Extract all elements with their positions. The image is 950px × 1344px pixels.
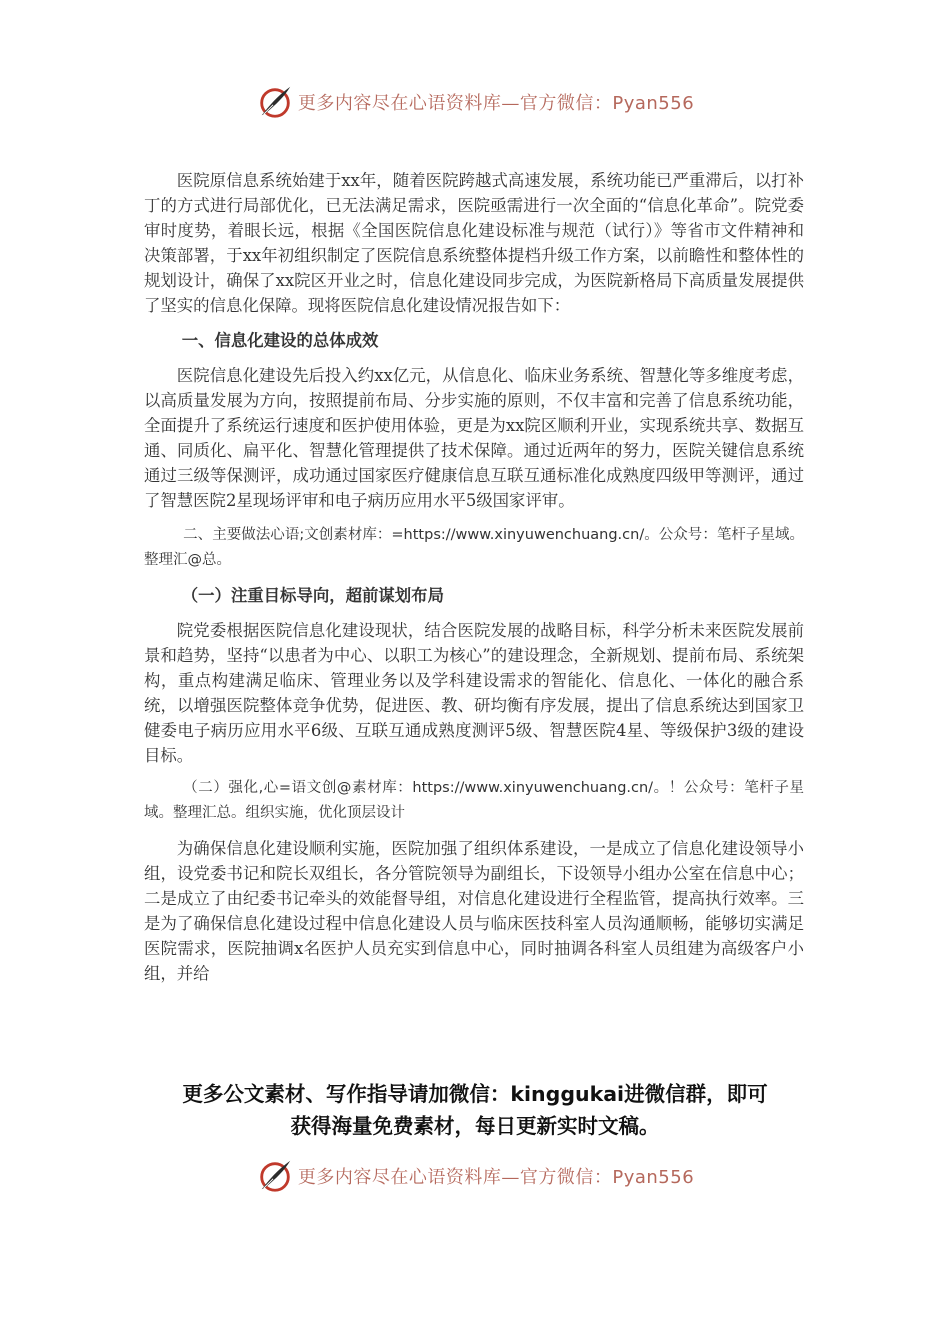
quill-logo-icon [256, 83, 294, 121]
section-1-paragraph: 医院信息化建设先后投入约xx亿元，从信息化、临床业务系统、智慧化等多维度考虑，以高质量发展为方向，按照提前布局、分步实施的原则，不仅丰富和完善了信息系统功能，全面提升了系统运行速度和医护使用体验，更是为xx院区顺利开业，实现系统共享、数据互通、同质化、扁平化、智慧化管理提供了技术保障。通过近两年的努力，医院关键信息系统通过三级等保测评，成功通过国家医疗健康信息互联互通标准化成熟度四级甲等测评，通过了智慧医院2星现场评审和电子病历应用水平5级国家评审。 [144, 366, 804, 510]
promo-block [0, 1078, 950, 1142]
promo-line-1: 更多公文素材、写作指导请加微信：kinggukai进微信群，即可 [182, 1082, 768, 1106]
intro-paragraph: 医院原信息系统始建于xx年，随着医院跨越式高速发展，系统功能已严重滞后，以打补丁的方式进行局部优化，已无法满足需求，医院亟需进行一次全面的“信息化革命”。院党委审时度势，着眼长远，根据《全国医院信息化建设标准与规范（试行）》等省市文件精神和决策部署，于xx年初组织制定了医院信息系统整体提档升级工作方案，以前瞻性和整体性的规划设计，确保了xx院区开业之时，信息化建设同步完成，为医院新格局下高质量发展提供了坚实的信息化保障。现将医院信息化建设情况报告如下： [144, 171, 804, 315]
quill-logo-icon [256, 1157, 294, 1195]
banner-wechat-id: Pyan556 [612, 1167, 695, 1188]
section-heading-1: 一、信息化建设的总体成效 [181, 331, 379, 350]
subsection-heading-2: （二）强化,心=语文创@素材库：https://www.xinyuwenchuang.cn/。！公众号：笔杆子星域。整理汇总。组织实施，优化顶层设计 [144, 780, 804, 821]
promo-line-2: 获得海量免费素材，每日更新实时文稿。 [290, 1114, 660, 1138]
header-banner [0, 78, 950, 126]
document-body [144, 168, 804, 986]
banner-text: 更多内容尽在心语资料库—官方微信：Pyan556 [297, 1167, 695, 1188]
banner-text: 更多内容尽在心语资料库—官方微信：Pyan556 [297, 93, 695, 114]
section-heading-2: 二、主要做法心语;文创素材库：=https://www.xinyuwenchuang.cn/。公众号：笔杆子星域。整理汇@总。 [144, 527, 804, 568]
subsection-1-paragraph: 院党委根据医院信息化建设现状，结合医院发展的战略目标，科学分析未来医院发展前景和趋势，坚持“以患者为中心、以职工为核心”的建设理念，全新规划、提前布局、系统架构，重点构建满足临床、管理业务以及学科建设需求的智能化、信息化、一体化的融合系统，以增强医院整体竞争优势，促进医、教、研均衡有序发展，提出了信息系统达到国家卫健委电子病历应用水平6级、互联互通成熟度测评5级、智慧医院4星、等级保护3级的建设目标。 [144, 621, 804, 765]
subsection-heading-1: （一）注重目标导向，超前谋划布局 [181, 586, 444, 605]
footer-banner [0, 1152, 950, 1200]
banner-wechat-id: Pyan556 [612, 93, 695, 114]
subsection-2-paragraph: 为确保信息化建设顺利实施，医院加强了组织体系建设，一是成立了信息化建设领导小组，设党委书记和院长双组长，各分管院领导为副组长，下设领导小组办公室在信息中心；二是成立了由纪委书记牵头的效能督导组，对信息化建设进行全程监管，提高执行效率。三是为了确保信息化建设过程中信息化建设人员与临床医技科室人员沟通顺畅，能够切实满足医院需求，医院抽调x名医护人员充实到信息中心，同时抽调各科室人员组建为高级客户小组，并给 [144, 839, 804, 983]
